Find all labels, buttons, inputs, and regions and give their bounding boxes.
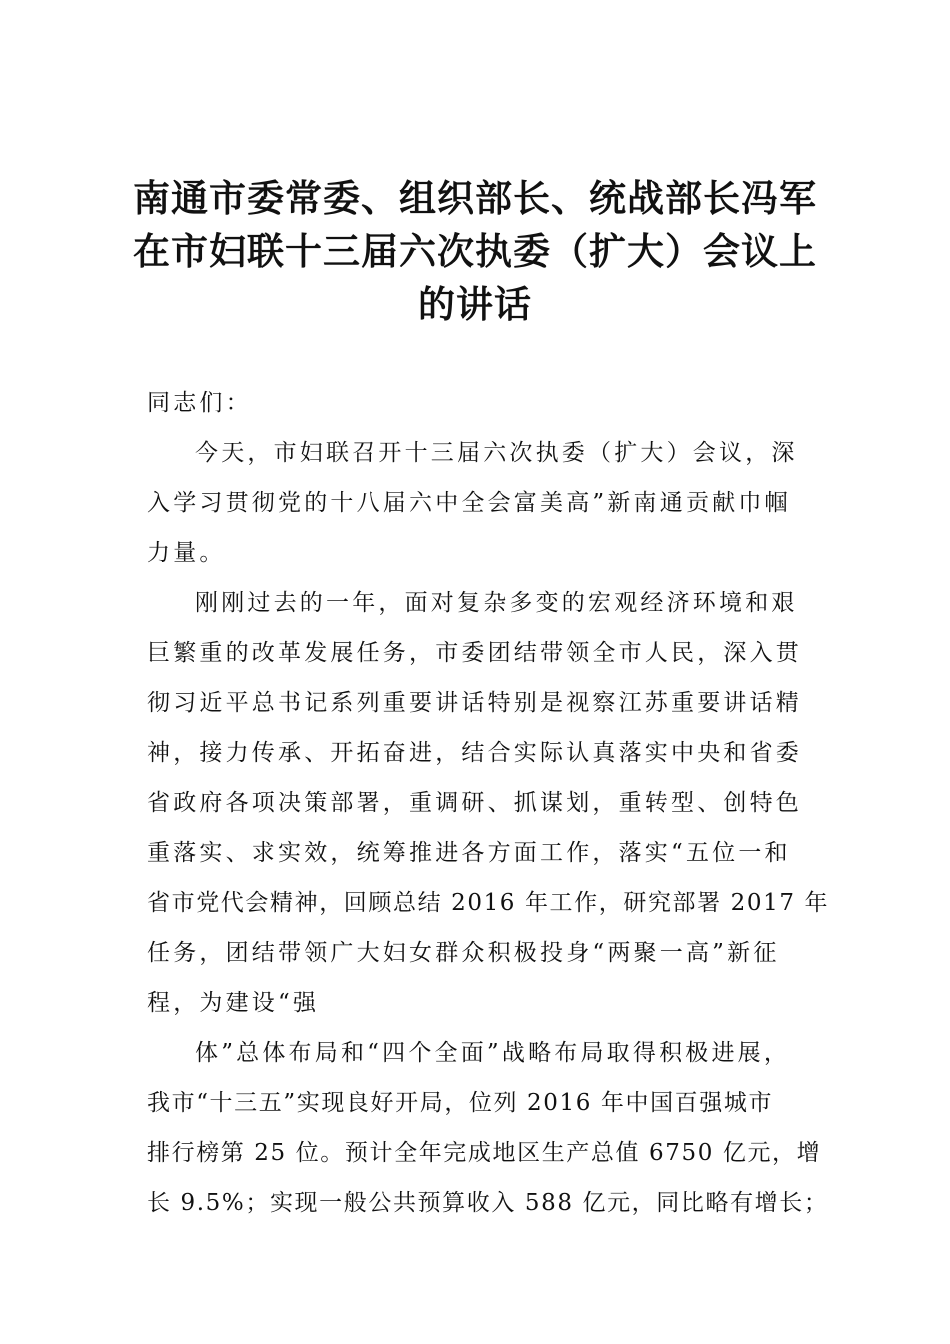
body-line: 程，为建设“强 — [147, 990, 320, 1016]
document-title — [120, 172, 830, 331]
body-line: 力量。 — [147, 540, 226, 566]
body-line: 省政府各项决策部署，重调研、抓谋划，重转型、创特色 — [147, 790, 802, 816]
body-line: 巨繁重的改革发展任务，市委团结带领全市人民，深入贯 — [147, 640, 802, 666]
body-line: 体”总体布局和“四个全面”战略布局取得积极进展， — [195, 1040, 791, 1066]
body-line: 我市“十三五”实现良好开局，位列 2016 年中国百强城市 — [147, 1090, 774, 1116]
title-line: 在市妇联十三届六次执委（扩大）会议上 — [133, 229, 817, 273]
document-body — [147, 378, 830, 1228]
body-line: 省市党代会精神，回顾总结 2016 年工作，研究部署 2017 年 — [147, 890, 830, 916]
title-line: 南通市委常委、组织部长、统战部长冯军 — [133, 176, 817, 220]
body-line: 重落实、求实效，统筹推进各方面工作，落实“五位一和 — [147, 840, 791, 866]
title-line: 的讲话 — [418, 282, 532, 326]
body-line: 刚刚过去的一年，面对复杂多变的宏观经济环境和艰 — [195, 590, 798, 616]
body-line: 今天，市妇联召开十三届六次执委（扩大）会议，深 — [195, 440, 798, 466]
body-line: 神，接力传承、开拓奋进，结合实际认真落实中央和省委 — [147, 740, 802, 766]
body-line: 长 9.5%；实现一般公共预算收入 588 亿元，同比略有增长； — [147, 1190, 829, 1216]
body-line: 排行榜第 25 位。预计全年完成地区生产总值 6750 亿元，增 — [147, 1140, 822, 1166]
body-line: 入学习贯彻党的十八届六中全会富美高”新南通贡献巾帼 — [147, 490, 791, 516]
body-line: 彻习近平总书记系列重要讲话特别是视察江苏重要讲话精 — [147, 690, 802, 716]
body-line: 任务，团结带领广大妇女群众积极投身“两聚一高”新征 — [147, 940, 780, 966]
salutation: 同志们： — [147, 390, 252, 416]
